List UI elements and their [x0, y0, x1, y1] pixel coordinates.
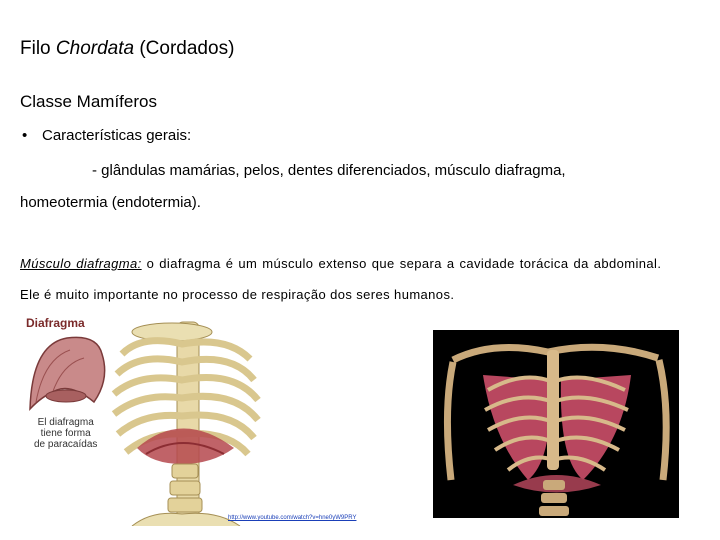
title-suffix: (Cordados) [134, 38, 235, 59]
features-line-2: homeotermia (endotermia). [20, 194, 201, 211]
caption-line: El diafragma [37, 417, 94, 428]
video-link[interactable]: http://www.youtube.com/watch?v=hne0yW9PRY [228, 515, 357, 521]
diaphragm-figure-label: Diafragma [26, 316, 85, 330]
slide-subtitle: Classe Mamíferos [20, 92, 157, 111]
title-taxon: Chordata [55, 38, 135, 59]
bullet-symbol: • [22, 127, 28, 144]
diaphragm-paragraph-1 [20, 256, 661, 271]
rib-cage-drawing [114, 322, 258, 526]
bullet-text: Características gerais: [42, 127, 192, 144]
caption-line: tiene forma [40, 428, 91, 439]
diaphragm-term: Músculo diafragma: [20, 256, 142, 271]
diaphragm-figure-caption [34, 417, 97, 450]
bullet-item [22, 127, 191, 144]
slide-title [20, 38, 234, 60]
caption-line: de paracaídas [34, 439, 98, 450]
diaphragm-definition: o diafragma é um músculo extenso que separa a cavidade torácica da abdominal. [141, 256, 662, 271]
title-prefix: Filo [20, 38, 56, 59]
diaphragm-dome-drawing [30, 337, 105, 409]
diaphragm-paragraph-2: Ele é muito importante no processo de respiração dos seres humanos. [20, 287, 455, 302]
thorax-photo [433, 330, 679, 518]
features-line-1: - glândulas mamárias, pelos, dentes diferenciados, músculo diafragma, [92, 162, 566, 179]
